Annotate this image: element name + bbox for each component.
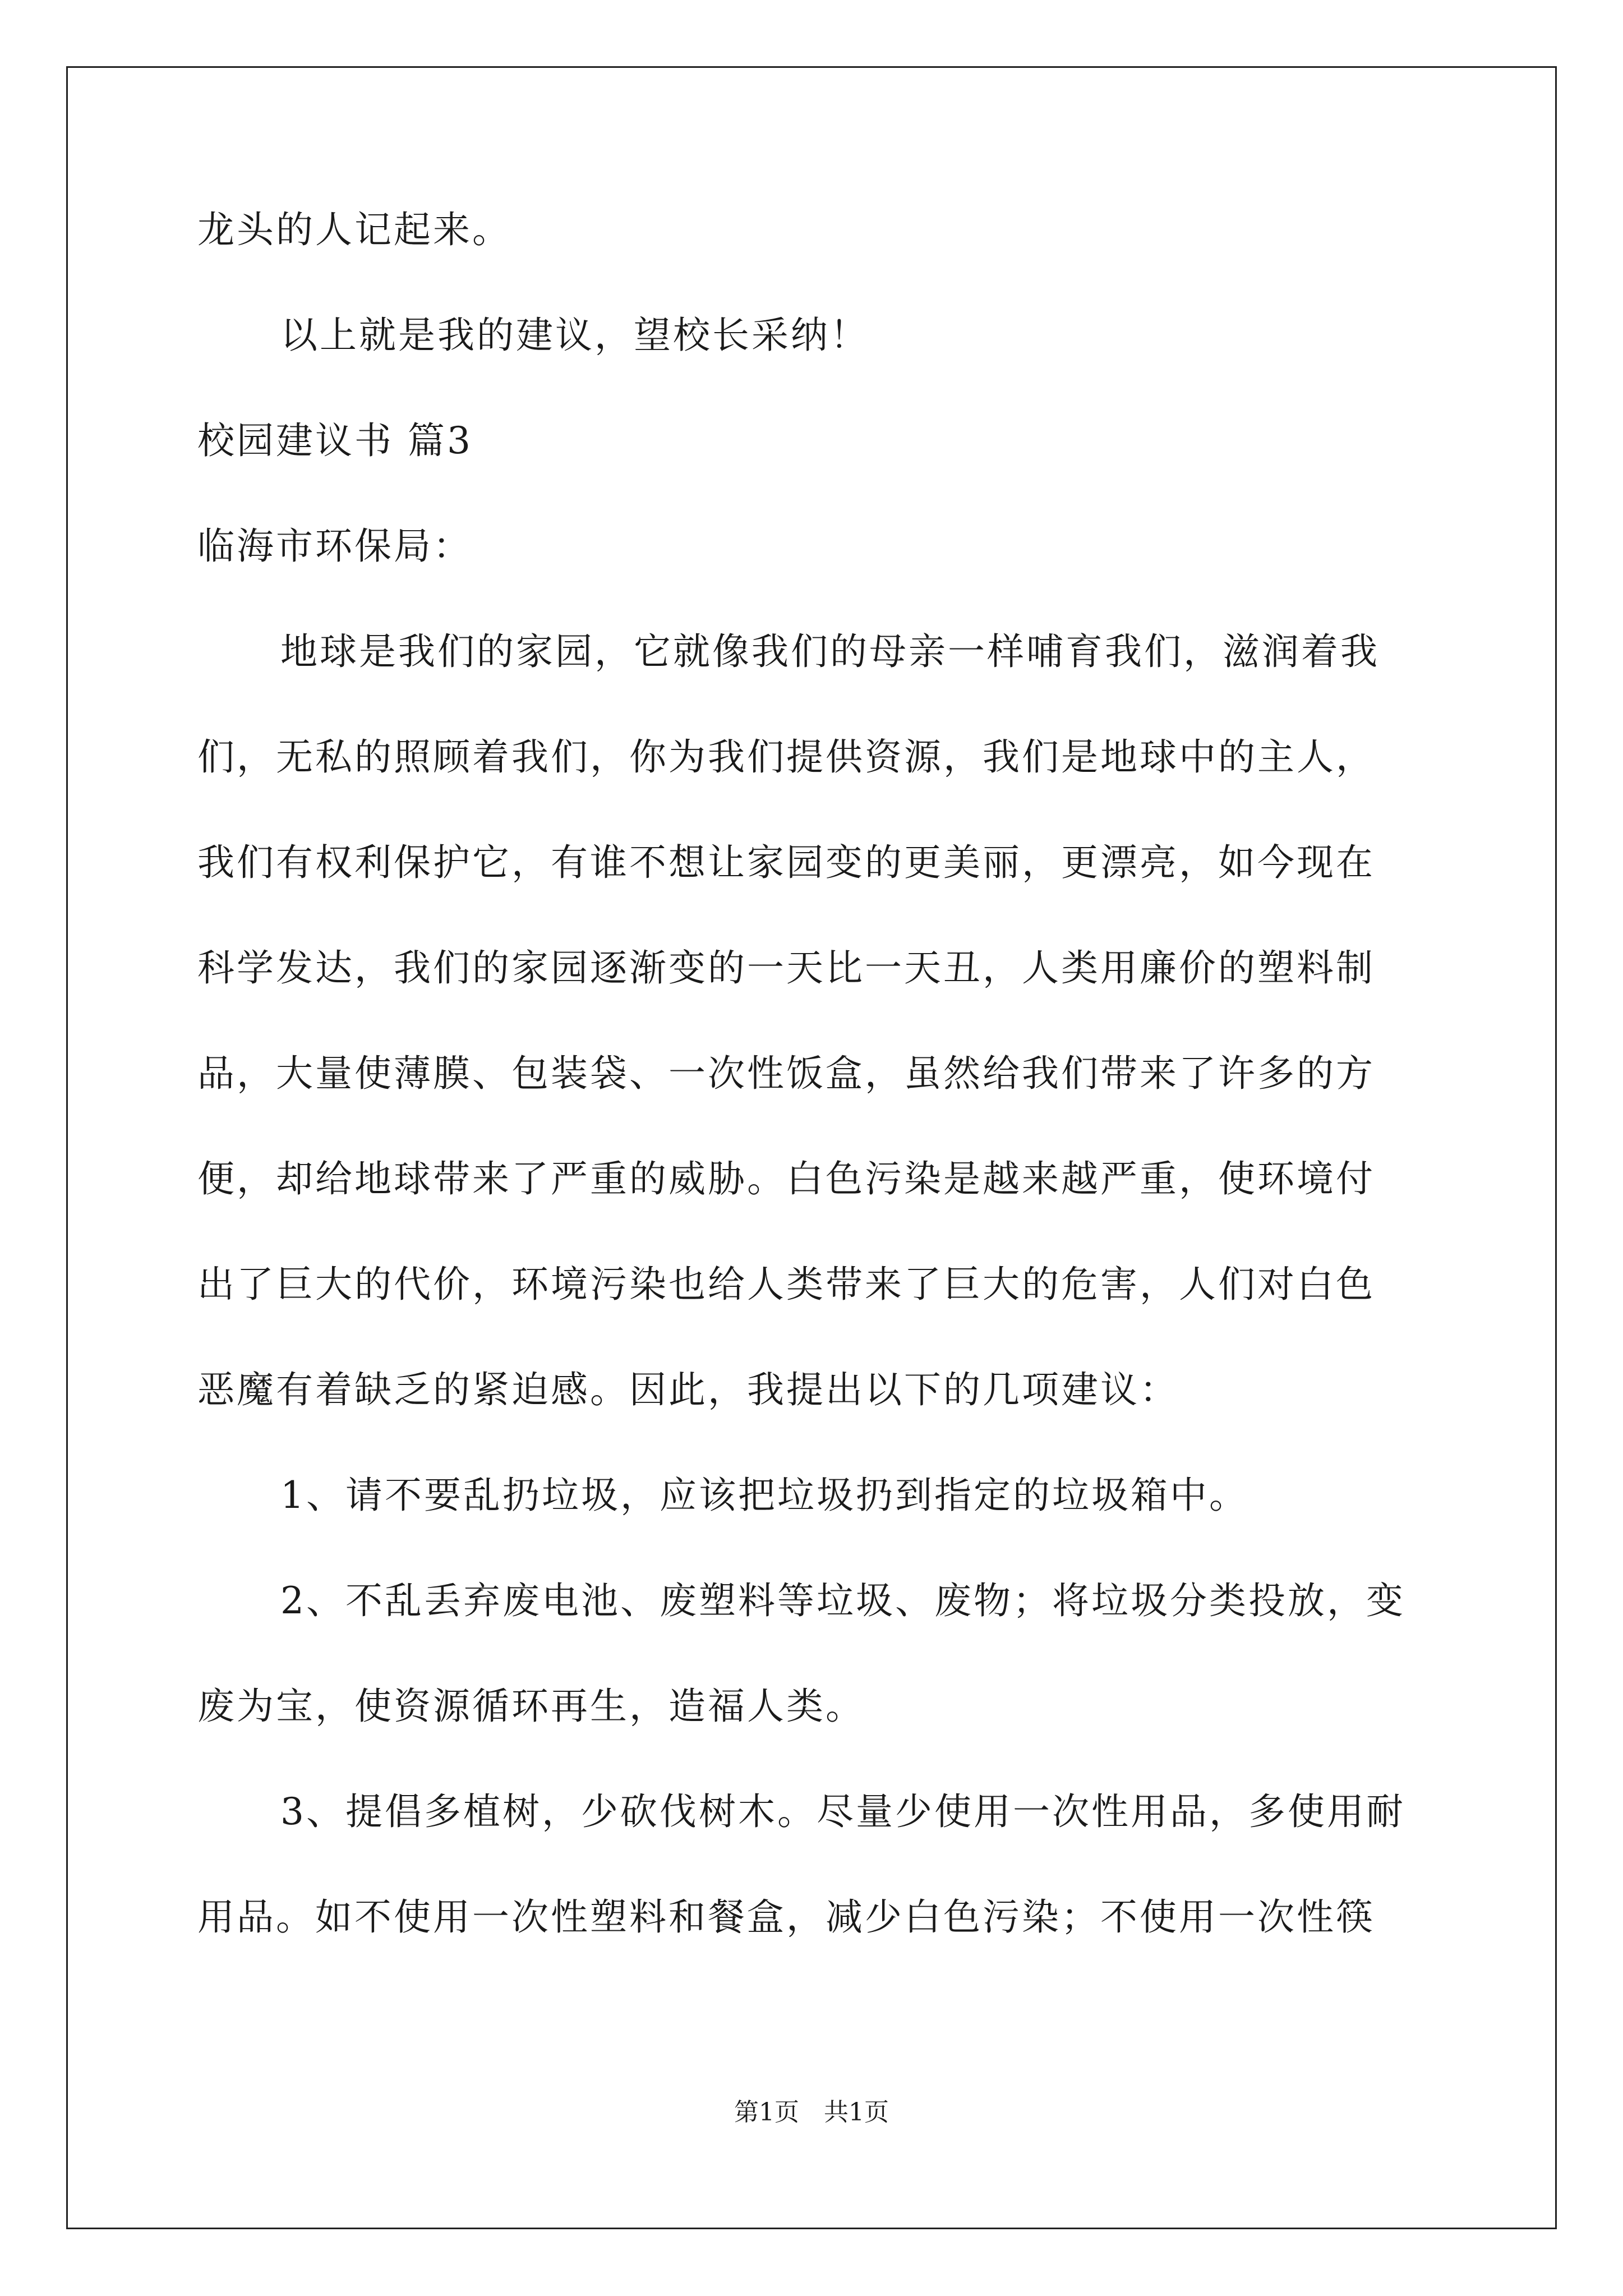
list-item: 1、请不要乱扔垃圾，应该把垃圾扔到指定的垃圾箱中。 <box>280 1474 1248 1517</box>
paragraph-line: 恶魔有着缺乏的紧迫感。因此，我提出以下的几项建议： <box>197 1368 1179 1411</box>
paragraph-line: 龙头的人记起来。 <box>197 208 511 251</box>
paragraph-line: 便，却给地球带来了严重的威胁。白色污染是越来越严重，使环境付 <box>197 1157 1375 1200</box>
list-item: 2、不乱丢弃废电池、废塑料等垃圾、废物；将垃圾分类投放，变 <box>280 1579 1405 1622</box>
paragraph-line: 我们有权利保护它，有谁不想让家园变的更美丽，更漂亮，如今现在 <box>197 841 1375 884</box>
section-heading: 校园建议书 篇3 <box>197 419 473 462</box>
paragraph-line: 们，无私的照顾着我们，你为我们提供资源，我们是地球中的主人， <box>197 735 1375 779</box>
letter-salutation: 临海市环保局： <box>197 524 472 568</box>
paragraph-line: 科学发达，我们的家园逐渐变的一天比一天丑，人类用廉价的塑料制 <box>197 946 1375 990</box>
page-footer: 第1页 共1页 <box>734 2098 889 2127</box>
paragraph-line: 废为宝，使资源循环再生，造福人类。 <box>197 1685 865 1728</box>
paragraph-line: 出了巨大的代价，环境污染也给人类带来了巨大的危害，人们对白色 <box>197 1263 1375 1306</box>
paragraph-line: 用品。如不使用一次性塑料和餐盒，减少白色污染；不使用一次性筷 <box>197 1895 1375 1939</box>
paragraph-line: 品，大量使薄膜、包装袋、一次性饭盒，虽然给我们带来了许多的方 <box>197 1052 1375 1095</box>
list-item: 3、提倡多植树，少砍伐树木。尽量少使用一次性用品，多使用耐 <box>280 1790 1405 1833</box>
paragraph-line: 地球是我们的家园，它就像我们的母亲一样哺育我们，滋润着我 <box>280 630 1380 673</box>
paragraph-line: 以上就是我的建议，望校长采纳！ <box>280 314 869 357</box>
